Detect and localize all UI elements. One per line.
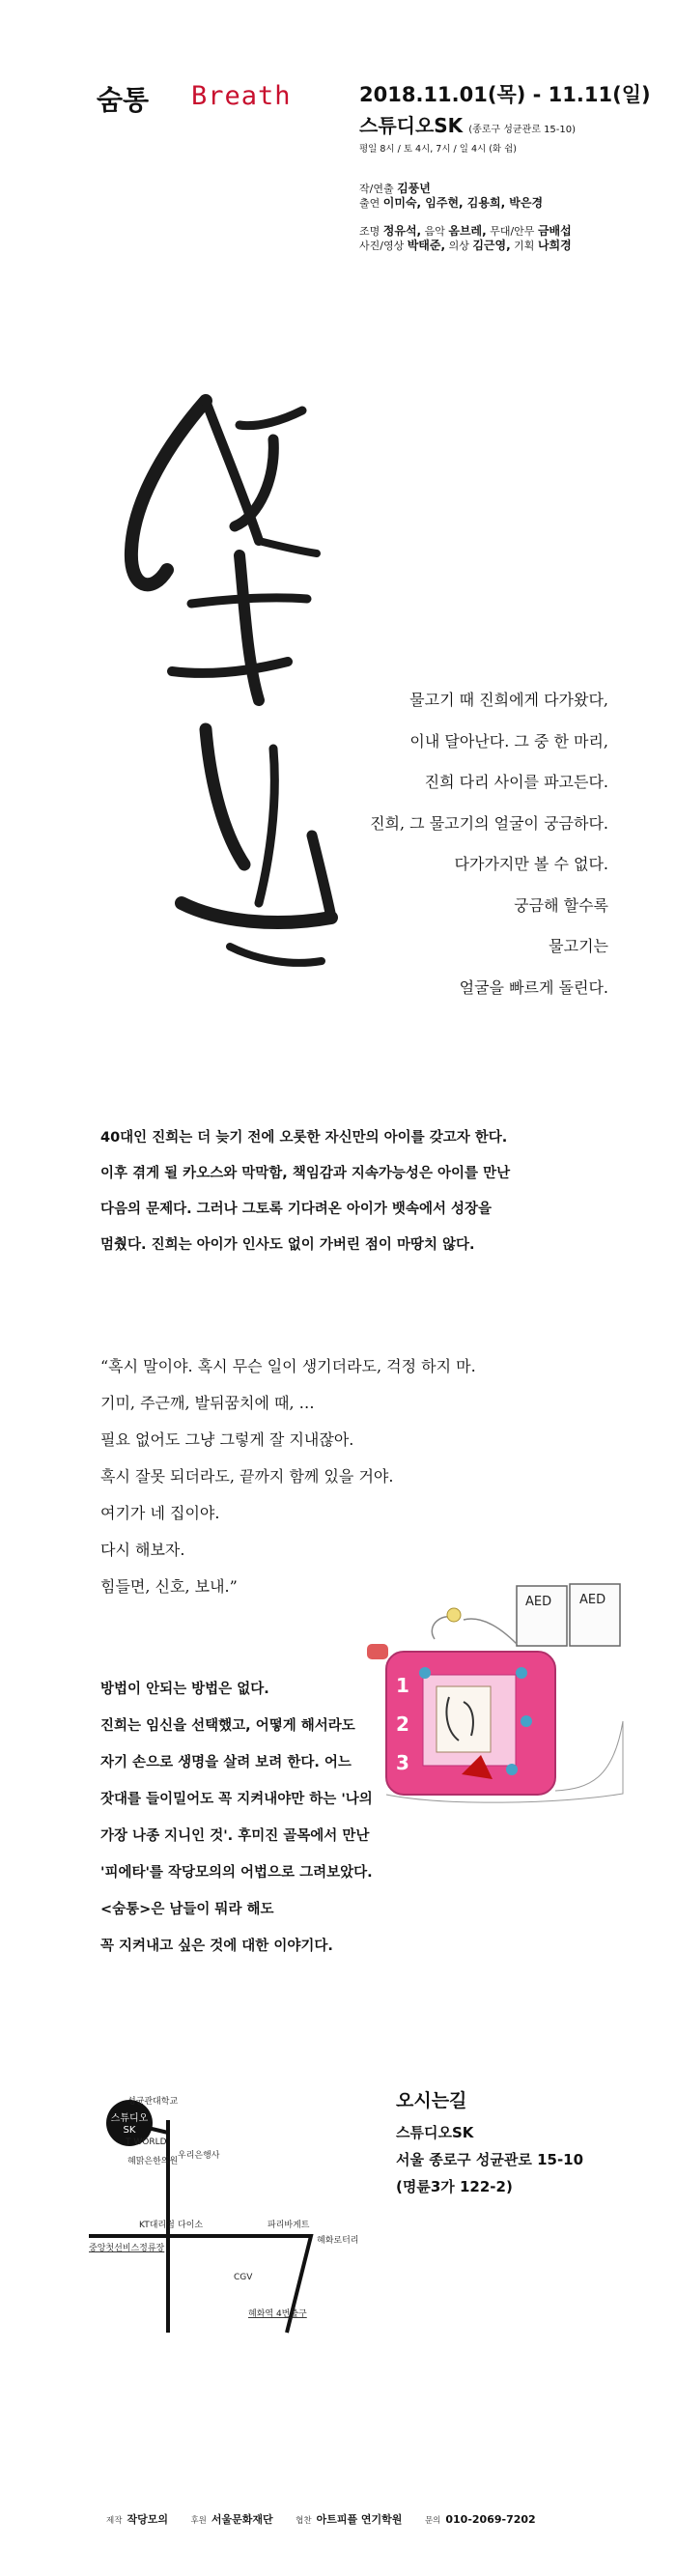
quote-line: 기미, 주근깨, 발뒤꿈치에 때, … bbox=[100, 1394, 315, 1412]
notes-line: 잣대를 들이밀어도 꼭 지켜내야만 하는 '나의 bbox=[100, 1792, 373, 1807]
aed-dot bbox=[506, 1764, 518, 1775]
pin-icon bbox=[447, 1608, 461, 1622]
map-label-cgv: CGV bbox=[234, 2273, 253, 2282]
notes-line: <숨통>은 남들이 뭐라 해도 bbox=[100, 1902, 274, 1917]
credit-label: 무대/안무 bbox=[490, 225, 535, 238]
poem-line: 다가가지만 볼 수 없다. bbox=[454, 855, 608, 873]
title-korean: 숨통 bbox=[97, 84, 150, 116]
footer-label: 협찬 bbox=[296, 2516, 312, 2526]
directions-venue: 스튜디오SK bbox=[396, 2124, 474, 2141]
footer-label: 제작 bbox=[106, 2516, 123, 2526]
footer-label: 후원 bbox=[190, 2516, 207, 2526]
credit-label: 사진/영상 bbox=[359, 240, 405, 252]
credit-value: 김풍년 bbox=[397, 182, 431, 195]
credit-label: 기획 bbox=[514, 240, 535, 252]
poem bbox=[370, 680, 608, 1008]
notes-line: '피에타'를 작당모의의 어법으로 그려보았다. bbox=[100, 1865, 373, 1881]
footer-sponsor: 서울문화재단 bbox=[211, 2513, 273, 2526]
aed-box-label: AED bbox=[525, 1595, 552, 1609]
credit-value: 정유석, bbox=[382, 224, 422, 238]
quote-line: “혹시 말이야. 혹시 무슨 일이 생기더라도, 걱정 하지 마. bbox=[100, 1357, 476, 1375]
map-label-tworld: T WORLD bbox=[126, 2137, 167, 2147]
notes-line: 방법이 안되는 방법은 없다. bbox=[100, 1682, 269, 1697]
aed-number: 2 bbox=[396, 1713, 409, 1736]
credit-label: 의상 bbox=[448, 240, 469, 252]
directions-address: 서울 종로구 성균관로 15-10 bbox=[396, 2151, 584, 2168]
quote-line: 혹시 잘못 되더라도, 끝까지 함께 있을 거야. bbox=[100, 1467, 394, 1486]
footer-producer: 작당모의 bbox=[127, 2513, 168, 2526]
map-label-paris: 파리바게트 bbox=[268, 2221, 310, 2230]
map-label-kt: KT대리점 bbox=[139, 2221, 175, 2230]
map-label-rotary: 혜화로터리 bbox=[317, 2236, 359, 2246]
map-label-station: 혜화역 4번출구 bbox=[248, 2309, 307, 2319]
director-notes bbox=[100, 1671, 458, 1965]
synopsis-line: 다음의 문제다. 그러나 그토록 기다려온 아이가 뱃속에서 성장을 bbox=[100, 1202, 493, 1217]
hand-icon bbox=[367, 1644, 388, 1659]
calligraphy-artwork bbox=[114, 382, 346, 1000]
credits-main bbox=[359, 182, 543, 211]
venue-marker-line: SK bbox=[123, 2125, 136, 2136]
aed-number: 3 bbox=[396, 1751, 409, 1774]
performance-date: 2018.11.01(목) - 11.11(일) bbox=[359, 83, 651, 106]
poem-line: 물고기 때 진희에게 다가왔다, bbox=[409, 691, 608, 709]
credit-label: 음악 bbox=[424, 225, 445, 238]
venue-address: (종로구 성균관로 15-10) bbox=[468, 125, 577, 135]
poem-line: 궁금해 할수록 bbox=[514, 895, 608, 915]
quote bbox=[100, 1348, 476, 1605]
poem-line: 물고기는 bbox=[549, 937, 608, 955]
notes-line: 꼭 지켜내고 싶은 것에 대한 이야기다. bbox=[100, 1939, 333, 1954]
footer-label: 문의 bbox=[424, 2516, 441, 2526]
credit-value: 이미숙, 임주현, 김용희, 박은경 bbox=[382, 196, 544, 210]
aed-dot bbox=[516, 1667, 527, 1679]
footer-partner: 아트피플 연기학원 bbox=[316, 2513, 403, 2526]
poem-line: 진희 다리 사이를 파고든다. bbox=[424, 773, 608, 791]
footer bbox=[106, 2511, 555, 2527]
map-label-woori: 우리은행사 bbox=[178, 2151, 220, 2161]
poem-line: 얼굴을 빠르게 돌린다. bbox=[459, 977, 608, 997]
notes-line: 가장 나종 지니인 것'. 후미진 골목에서 만난 bbox=[100, 1828, 370, 1844]
title-english: Breath bbox=[191, 81, 292, 111]
credit-value: 박태준, bbox=[407, 239, 446, 252]
notes-line: 자기 손으로 생명을 살려 보려 한다. 어느 bbox=[100, 1755, 352, 1770]
notes-line: 진희는 임신을 선택했고, 어떻게 해서라도 bbox=[100, 1718, 355, 1734]
poem-line: 진희, 그 물고기의 얼굴이 궁금하다. bbox=[370, 813, 608, 833]
credit-value: 김근영, bbox=[472, 239, 511, 252]
directions-old-address: (명륜3가 122-2) bbox=[396, 2178, 513, 2195]
map-label-university: 성균관대학교 bbox=[127, 2097, 179, 2107]
map-label-daiso: 다이소 bbox=[178, 2221, 204, 2230]
credit-label: 작/연출 bbox=[359, 183, 394, 195]
quote-line: 힘들면, 신호, 보내.” bbox=[100, 1577, 238, 1596]
quote-line: 다시 해보자. bbox=[100, 1541, 185, 1559]
directions bbox=[396, 2119, 583, 2200]
map-label-bus: 중앙첫선비스정류장 bbox=[89, 2244, 165, 2253]
map-label-hospital: 혜맑은한의원 bbox=[127, 2157, 179, 2166]
venue-name bbox=[359, 110, 576, 138]
synopsis-line: 이후 겪게 될 카오스와 막막함, 책임감과 지속가능성은 아이를 만난 bbox=[100, 1166, 511, 1181]
schedule: 평일 8시 / 토 4시, 7시 / 일 4시 (화 쉼) bbox=[359, 144, 517, 155]
credit-label: 출연 bbox=[359, 197, 380, 210]
synopsis bbox=[100, 1120, 603, 1263]
aed-number: 1 bbox=[396, 1674, 409, 1697]
aed-box-label: AED bbox=[579, 1593, 606, 1607]
credit-value: 금배섭 bbox=[537, 224, 572, 238]
aed-dot bbox=[521, 1715, 532, 1727]
poem-line: 이내 달아난다. 그 중 한 마리, bbox=[409, 731, 608, 750]
quote-line: 여기가 네 집이야. bbox=[100, 1504, 220, 1522]
credit-label: 조명 bbox=[359, 225, 380, 238]
synopsis-line: 40대인 진희는 더 늦기 전에 오롯한 자신만의 아이를 갖고자 한다. bbox=[100, 1130, 508, 1146]
location-map bbox=[89, 2077, 379, 2337]
quote-line: 필요 없어도 그냥 그렇게 잘 지내잖아. bbox=[100, 1430, 354, 1449]
synopsis-line: 멈췄다. 진희는 아이가 인사도 없이 가버린 점이 마땅치 않다. bbox=[100, 1237, 475, 1253]
credit-value: 나희경 bbox=[537, 239, 572, 252]
directions-title: 오시는길 bbox=[396, 2090, 467, 2111]
footer-contact: 010-2069-7202 bbox=[445, 2513, 536, 2526]
credits-staff bbox=[359, 224, 572, 253]
credit-value: 옴브레, bbox=[448, 224, 487, 238]
venue-marker-line: 스튜디오 bbox=[110, 2113, 149, 2124]
venue-name-text: 스튜디오SK bbox=[359, 114, 464, 137]
